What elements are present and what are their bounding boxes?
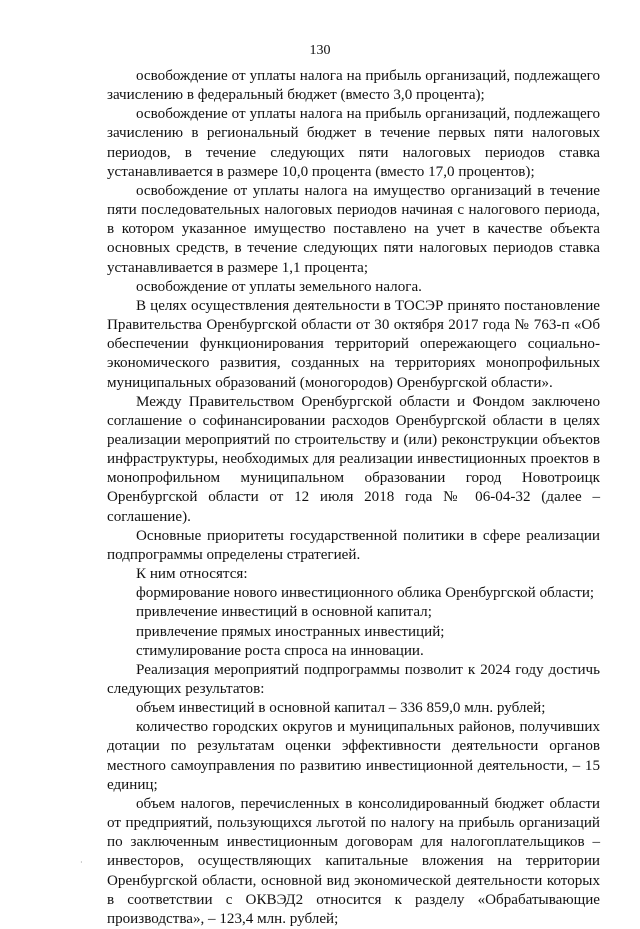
paragraph-results-intro: Реализация мероприятий подпрограммы позволит к 2024 году достичь следующих результатов:	[107, 661, 600, 697]
document-body	[107, 67, 600, 929]
paragraph-agreement: Между Правительством Оренбургской области и Фондом заключено соглашение о софинансировании расходов Оренбургской области в целях реализации мероприятий по строительству и (или) реконструкции объектов инфраструктуры, необходимых для реализации инвестиционных проектов в монопрофильном муниципальном образовании город Новотроицк Оренбургской области от 12 июля 2018 года № 06-04-32 (далее – соглашение).	[107, 393, 600, 525]
paragraph-result-subsidies: количество городских округов и муниципальных районов, получивших дотации по результатам оценки эффективности деятельности органов местного самоуправления по развитию инвестиционной деятельности, – 15 единиц;	[107, 719, 600, 793]
paragraph-priority-capital: привлечение инвестиций в основной капитал;	[136, 604, 432, 621]
paragraph-priority-foreign: привлечение прямых иностранных инвестиций;	[136, 623, 445, 640]
scan-artifact: ·	[80, 858, 83, 867]
paragraph-profit-tax-federal: освобождение от уплаты налога на прибыль организаций, подлежащего зачислению в федеральный бюджет (вместо 3,0 процента);	[107, 68, 600, 104]
paragraph-priority-image: формирование нового инвестиционного облика Оренбургской области;	[136, 585, 595, 602]
paragraph-land-tax: освобождение от уплаты земельного налога.	[136, 278, 422, 295]
paragraph-priorities-intro: К ним относятся:	[136, 566, 248, 583]
paragraph-priority-innovation: стимулирование роста спроса на инновации.	[136, 642, 424, 659]
paragraph-profit-tax-regional: освобождение от уплаты налога на прибыль организаций, подлежащего зачислению в региональный бюджет в течение первых пяти налоговых периодов, в течение следующих пяти налоговых периодов ставка устанавливается в размере 10,0 процента (вместо 17,0 процентов);	[107, 106, 600, 180]
paragraph-property-tax: освобождение от уплаты налога на имущество организаций в течение пяти последовательных налоговых периодов начиная с налогового периода, в котором указанное имущество поставлено на учет в качестве объекта основных средств, в течение следующих пяти налоговых периодов ставка устанавливается в размере 1,1 процента;	[107, 182, 600, 276]
paragraph-priorities: Основные приоритеты государственной политики в сфере реализации подпрограммы определены стратегией.	[107, 527, 600, 563]
paragraph-result-investment: объем инвестиций в основной капитал – 336 859,0 млн. рублей;	[136, 700, 546, 717]
page-number: 130	[309, 43, 331, 58]
paragraph-result-taxes: объем налогов, перечисленных в консолидированный бюджет области от предприятий, пользующихся льготой по налогу на прибыль организаций по заключенным инвестиционным договорам для налогоплательщиков – инвесторов, осуществляющих капитальные вложения на территории Оренбургской области, основной вид экономической деятельности которых в соответствии с ОКВЭД2 относится к разделу «Обрабатывающие производства», – 123,4 млн. рублей;	[107, 795, 600, 927]
paragraph-tosed-resolution: В целях осуществления деятельности в ТОСЭР принято постановление Правительства Оренбургской области от 30 октября 2017 года № 763-п «Об обеспечении функционирования территорий опережающего социально-экономического развития, созданных на территориях монопрофильных муниципальных образований (моногородов) Оренбургской области».	[107, 297, 600, 391]
